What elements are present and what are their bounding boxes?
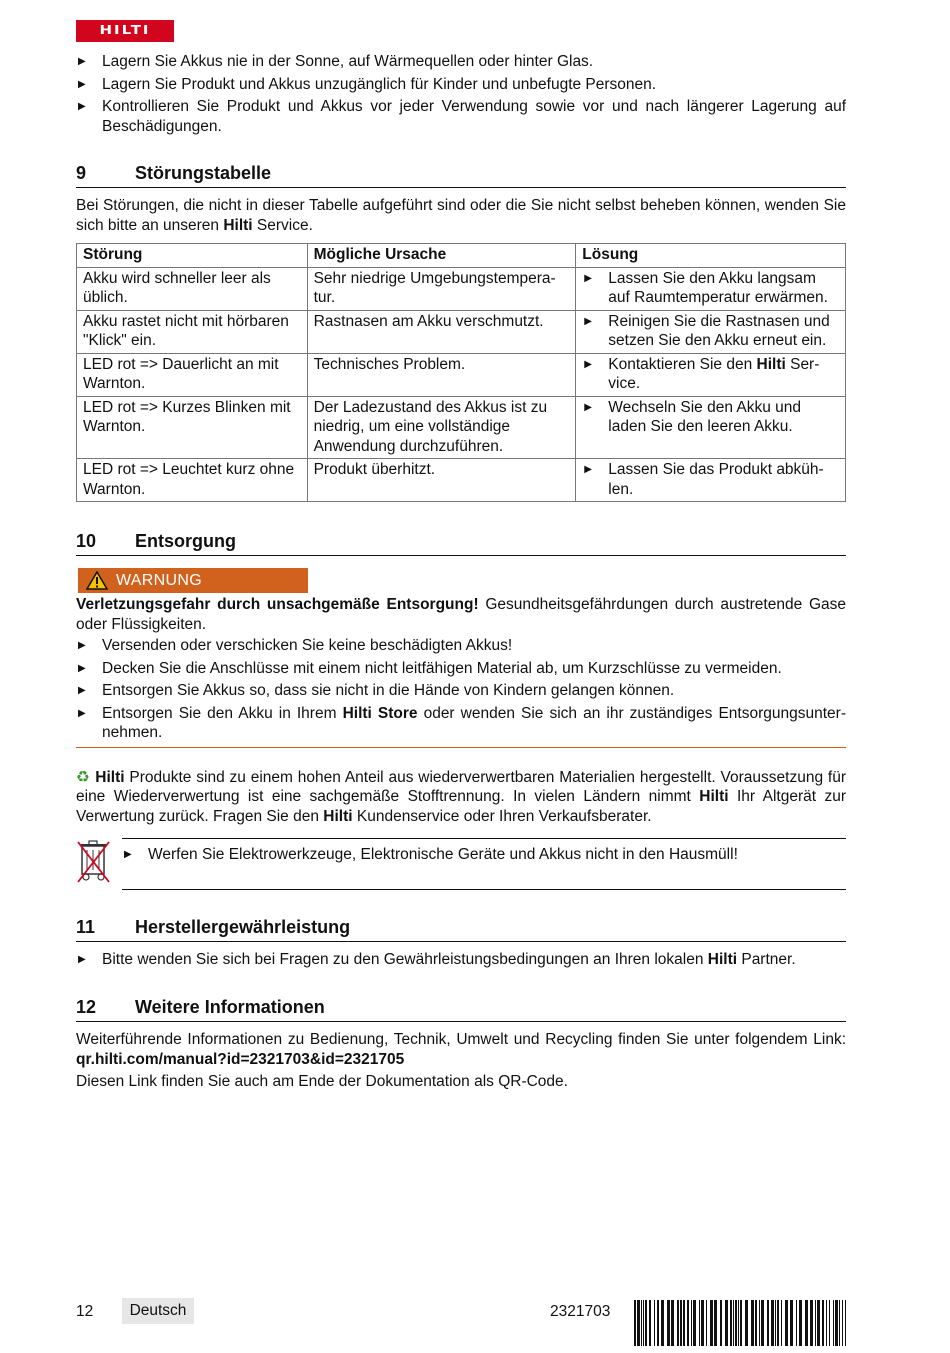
storage-bullets	[76, 52, 846, 136]
table-row: LED rot => Leuchtet kurz ohne Warnton. Produkt überhitzt. ▶ Lassen Sie das Produkt abkühlen.	[77, 459, 846, 502]
barcode-bar	[781, 1300, 782, 1346]
barcode-bar	[751, 1300, 754, 1346]
barcode-bar	[720, 1300, 722, 1346]
section-heading-10: 10 Entsorgung	[76, 530, 846, 556]
barcode-bar	[730, 1300, 732, 1346]
barcode-bar	[634, 1300, 636, 1346]
list-item: ▶ Bitte wenden Sie sich bei Fragen zu den Gewährleistungsbedingungen an Ihren lokalen Hilti Partner.	[78, 950, 796, 968]
bullet-triangle-icon: ▶	[584, 401, 592, 413]
barcode-bar	[759, 1300, 760, 1346]
barcode-bar	[643, 1300, 644, 1346]
warning-block	[76, 568, 846, 748]
table-row: Akku wird schneller leer als üblich. Sehr niedrige Umgebungstemperatur. ▶ Lassen Sie den Akku langsam auf Raumtemperatur erwärmen.	[77, 267, 846, 310]
document-number: 2321703	[550, 1303, 611, 1320]
column-header: Mögliche Ursache	[307, 244, 576, 268]
barcode-bar	[835, 1300, 838, 1346]
page-number: 12	[76, 1303, 94, 1320]
table-row: LED rot => Dauerlicht an mit Warnton. Technisches Problem. ▶ Kontaktieren Sie den Hilti Service.	[77, 353, 846, 396]
barcode-bar	[637, 1300, 640, 1346]
barcode-bar	[641, 1300, 642, 1346]
barcode-bar	[701, 1300, 704, 1346]
list-item: ▶ Lagern Sie Akkus nie in der Sonne, auf Wärmequellen oder hinter Glas.	[78, 53, 594, 70]
list-item: ▶ Entsorgen Sie den Akku in Ihrem Hilti Store oder wenden Sie sich an ihr zuständiges Entsorgungsunternehmen.	[78, 704, 846, 741]
barcode-bar	[699, 1300, 700, 1346]
barcode-bar	[657, 1300, 659, 1346]
barcode-bar	[790, 1300, 793, 1346]
bullet-triangle-icon: ▶	[124, 849, 132, 860]
warning-text: Verletzungsgefahr durch unsachgemäße Entsorgung! Gesundheitsgefährdungen durch austretende Gase oder Flüssigkeiten.	[76, 596, 846, 633]
column-header: Störung	[77, 244, 308, 268]
barcode-bar	[771, 1300, 774, 1346]
barcode-bar	[645, 1300, 647, 1346]
barcode-bar	[680, 1300, 682, 1346]
barcode-bar	[714, 1300, 717, 1346]
barcode-bar	[725, 1300, 728, 1346]
bullet-triangle-icon: ▶	[584, 272, 592, 284]
barcode-bar	[683, 1300, 685, 1346]
barcode-bar	[661, 1300, 664, 1346]
barcode-bar	[677, 1300, 679, 1346]
list-item: ▶ Kontrollieren Sie Produkt und Akkus vor jeder Verwendung sowie vor und nach längerer Lagerung auf Beschädigungen.	[78, 98, 846, 135]
bullet-triangle-icon: ▶	[78, 640, 86, 651]
barcode-bar	[777, 1300, 779, 1346]
barcode-bar	[671, 1300, 674, 1346]
barcode-bar	[815, 1300, 816, 1346]
barcode-bar	[733, 1300, 734, 1346]
section-12-qr-note: Diesen Link finden Sie auch am Ende der Dokumentation als QR-Code.	[76, 1073, 568, 1090]
bullet-triangle-icon: ▶	[78, 685, 86, 696]
bullet-triangle-icon: ▶	[78, 78, 86, 90]
barcode-bar	[687, 1300, 689, 1346]
hilti-logo: HILTI	[76, 20, 174, 42]
column-header: Lösung	[576, 244, 846, 268]
barcode-bar	[745, 1300, 748, 1346]
barcode-bar	[805, 1300, 808, 1346]
barcode-bar	[706, 1300, 707, 1346]
page-content	[76, 52, 846, 1092]
bullet-triangle-icon: ▶	[78, 101, 86, 112]
bullet-triangle-icon: ▶	[584, 358, 592, 370]
bullet-triangle-icon: ▶	[584, 464, 592, 475]
barcode-bar	[833, 1300, 834, 1346]
barcode-bar	[817, 1300, 820, 1346]
warning-banner: WARNUNG	[78, 568, 308, 593]
table-header-row	[77, 244, 846, 268]
warning-triangle-icon	[78, 571, 116, 590]
barcode-bar	[822, 1300, 824, 1346]
section-9-intro: Bei Störungen, die nicht in dieser Tabelle aufgeführt sind oder die Sie nicht selbst beheben können, wenden Sie sich bitte an unseren Hilti Service.	[76, 197, 846, 234]
table-row: Akku rastet nicht mit hörbaren "Klick" ein. Rastnasen am Akku verschmutzt. ▶ Reinigen Sie die Rastnasen und setzen Sie den Akku erneut ein.	[77, 310, 846, 353]
barcode-bar	[796, 1300, 797, 1346]
list-item: ▶ Werfen Sie Elektrowerkzeuge, Elektronische Geräte und Akkus nicht in den Hausmüll!	[124, 846, 738, 863]
troubleshooting-table	[76, 243, 846, 502]
barcode-bar	[845, 1300, 846, 1346]
bullet-triangle-icon: ▶	[78, 56, 86, 67]
barcode-bar	[755, 1300, 757, 1346]
barcode-bar	[842, 1300, 843, 1346]
barcode-bar	[761, 1300, 764, 1346]
section-heading-9: 9 Störungstabelle	[76, 162, 846, 188]
barcode-bar	[693, 1300, 696, 1346]
recycling-text: ♻ Hilti Produkte sind zu einem hohen Anteil aus wiederverwertbaren Materialien hergestellt. Voraussetzung für eine Wiederverwertung ist eine sachgemäße Stofftrennung. In vielen Ländern nimmt Hilti Ihr Altgerät zur Verwertung zurück. Fragen Sie den Hilti Kundenservice oder Ihren Verkaufsberater.	[76, 768, 846, 825]
barcode-bar	[738, 1300, 739, 1346]
barcode-icon	[634, 1300, 846, 1346]
barcode-bar	[775, 1300, 776, 1346]
section-heading-12: 12 Weitere Informationen	[76, 996, 846, 1022]
disposal-note	[76, 838, 846, 890]
manual-link[interactable]: qr.hilti.com/manual?id=2321703&id=2321705	[76, 1050, 405, 1068]
bullet-triangle-icon: ▶	[78, 662, 86, 674]
barcode-bar	[810, 1300, 813, 1346]
bullet-triangle-icon: ▶	[584, 315, 592, 327]
barcode-bar	[667, 1300, 670, 1346]
barcode-bar	[826, 1300, 827, 1346]
barcode-bar	[654, 1300, 655, 1346]
barcode-bar	[649, 1300, 651, 1346]
list-item: ▶ Lagern Sie Produkt und Akkus unzugänglich für Kinder und unbefugte Personen.	[78, 75, 657, 93]
bullet-triangle-icon: ▶	[78, 953, 86, 965]
language-badge: Deutsch	[122, 1298, 194, 1324]
barcode-bar	[691, 1300, 692, 1346]
barcode-bar	[839, 1300, 840, 1346]
bullet-triangle-icon: ▶	[78, 707, 86, 719]
crossed-bin-icon	[76, 838, 122, 890]
barcode-bar	[799, 1300, 802, 1346]
section-heading-11: 11 Herstellergewährleistung	[76, 916, 846, 942]
table-row: LED rot => Kurzes Blinken mit Warnton. Der Ladezustand des Akkus ist zu niedrig, um eine vollständige Anwendung durchzuführen. ▶ Wechseln Sie den Akku und laden Sie den leeren Akku.	[77, 396, 846, 459]
section-12-text: Weiterführende Informationen zu Bedienung, Technik, Umwelt und Recycling finden Sie unter folgendem Link: qr.hilti.com/manual?id=2321703&id=2321705	[76, 1031, 846, 1068]
page-footer	[76, 1298, 846, 1348]
barcode-bar	[785, 1300, 788, 1346]
barcode-bar	[767, 1300, 769, 1346]
barcode-bar	[829, 1300, 830, 1346]
barcode-bar	[710, 1300, 713, 1346]
list-item: ▶ Decken Sie die Anschlüsse mit einem nicht leitfähigen Material ab, um Kurzschlüsse zu vermeiden.	[78, 659, 782, 677]
list-item: ▶ Entsorgen Sie Akkus so, dass sie nicht in die Hände von Kindern gelangen können.	[78, 682, 675, 699]
barcode-bar	[735, 1300, 737, 1346]
barcode-bar	[740, 1300, 742, 1346]
recycle-icon: ♻	[76, 768, 91, 786]
list-item: ▶ Versenden oder verschicken Sie keine beschädigten Akkus!	[78, 637, 513, 654]
